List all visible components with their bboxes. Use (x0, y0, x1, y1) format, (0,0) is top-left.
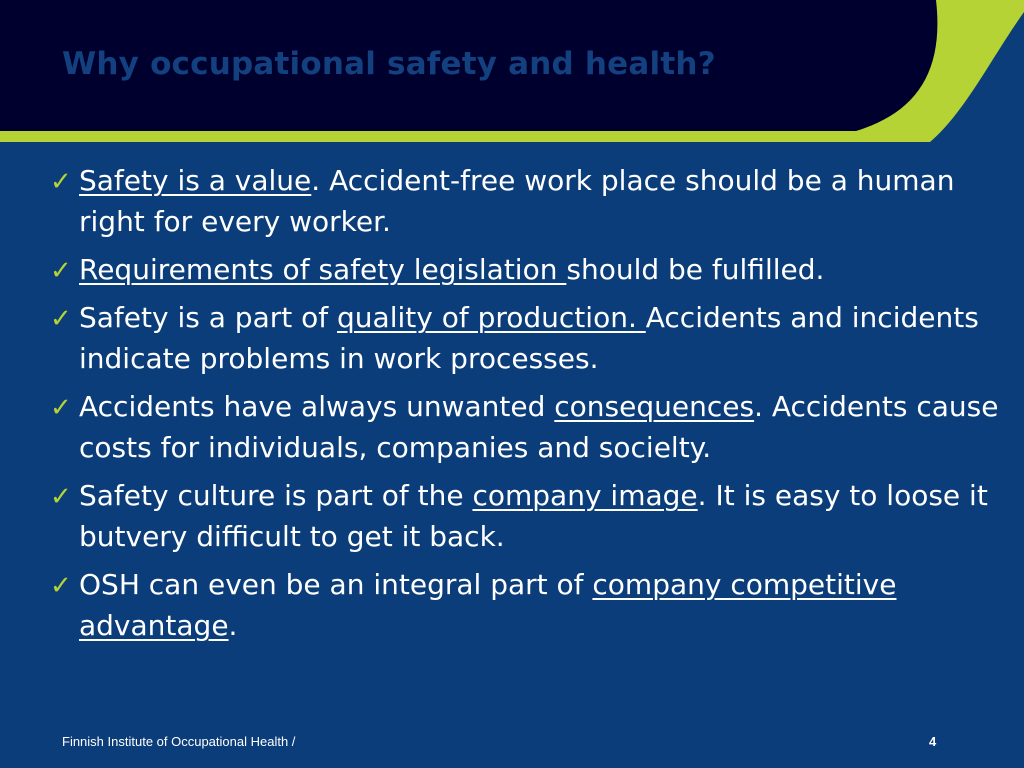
bullet-text: . It is easy to loose it butvery difficult to get it back. (79, 479, 988, 553)
emphasis-text: company competitive advantage (79, 568, 897, 642)
bullet-text: . Accident-free work place should be a human right for every worker. (79, 164, 955, 238)
bullet-item (50, 160, 1005, 242)
bullet-text: Safety is a part of (79, 301, 338, 334)
bullet-item (50, 297, 1005, 379)
emphasis-text: consequences (554, 390, 755, 423)
checkmark-icon: ✓ (50, 304, 72, 334)
slide-title: Why occupational safety and health? (62, 46, 716, 82)
checkmark-icon: ✓ (50, 167, 72, 197)
bullet-text: Accidents and incidents indicate problems in work processes. (79, 301, 979, 375)
bullet-text: OSH can even be an integral part of (79, 568, 593, 601)
emphasis-text: company image (472, 479, 698, 512)
emphasis-text: Requirements of safety legislation (79, 253, 567, 286)
bullet-text: . Accidents cause costs for individuals, companies and socielty. (79, 390, 999, 464)
bullet-item (50, 249, 1005, 290)
emphasis-text: quality of production. (337, 301, 646, 334)
bullet-text: . (228, 609, 238, 642)
checkmark-icon: ✓ (50, 393, 72, 423)
bullet-text: Safety culture is part of the (79, 479, 473, 512)
bullet-item (50, 386, 1005, 468)
checkmark-icon: ✓ (50, 256, 72, 286)
page-number: 4 (929, 734, 937, 749)
checkmark-icon: ✓ (50, 482, 72, 512)
bullet-item (50, 564, 1005, 646)
checkmark-icon: ✓ (50, 571, 72, 601)
bullet-text: Accidents have always unwanted (79, 390, 555, 423)
bullet-text: should be fulfilled. (566, 253, 825, 286)
bullet-item (50, 475, 1005, 557)
emphasis-text: Safety is a value (79, 164, 312, 197)
bullet-list (50, 160, 1005, 653)
footer-text: Finnish Institute of Occupational Health / (62, 734, 296, 749)
